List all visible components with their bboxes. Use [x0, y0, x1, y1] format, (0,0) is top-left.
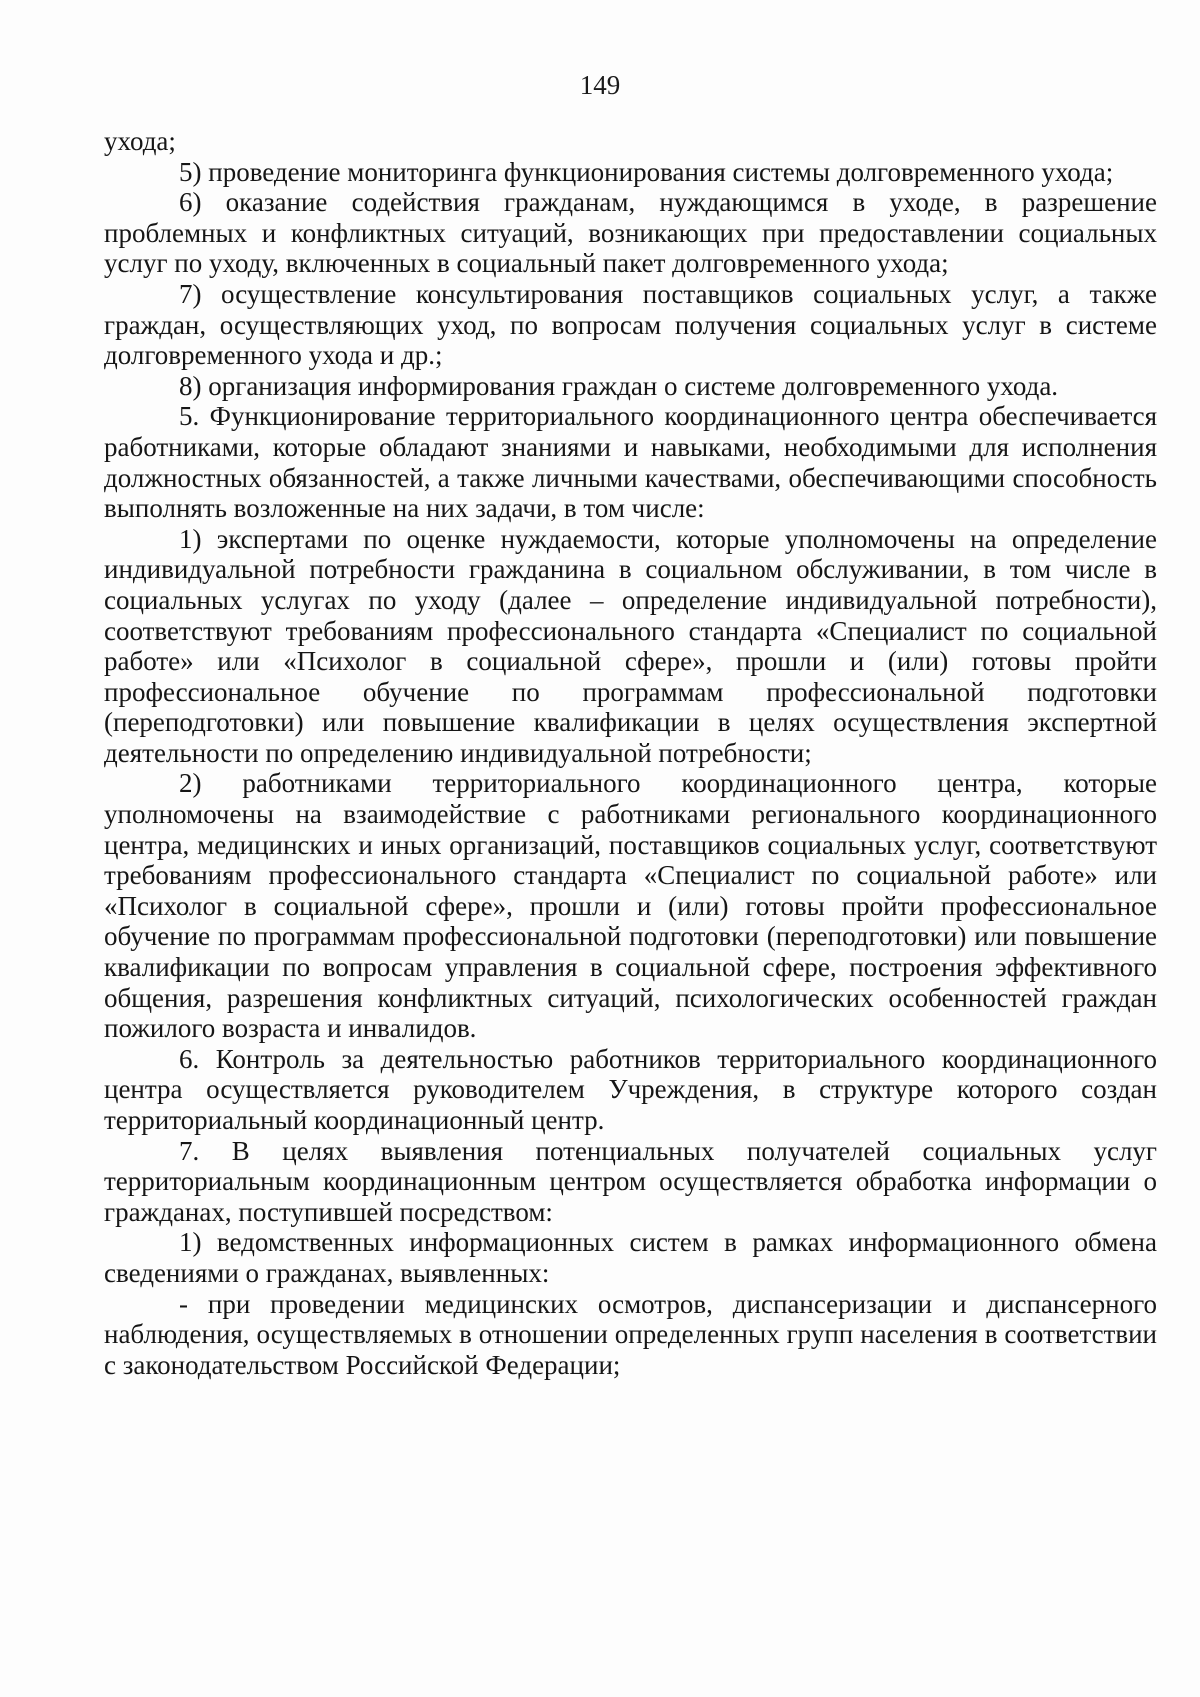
section-7-dash-item-medical: - при проведении медицинских осмотров, диспансеризации и диспансерного наблюдения, осуществляемых в отношении определенных групп населения в соответствии с законодательством Российской Федерации;: [104, 1288, 1157, 1380]
list-item-7-consulting: 7) осуществление консультирования поставщиков социальных услуг, а также граждан, осуществляющих уход, по вопросам получения социальных услуг в системе долговременного ухода и др.;: [104, 278, 1157, 371]
section-7-identification: 7. В целях выявления потенциальных получателей социальных услуг территориальным координационным центром осуществляется обработка информации о гражданах, поступившей посредством:: [104, 1135, 1157, 1227]
list-item-5-monitoring: 5) проведение мониторинга функционирования системы долговременного ухода;: [179, 156, 1114, 187]
section-6-control: 6. Контроль за деятельностью работников территориального координационного центра осуществляется руководителем Учреждения, в структуре которого создан территориальный координационный центр.: [104, 1043, 1157, 1135]
paragraph-continuation: ухода;: [104, 126, 176, 156]
document-body: [104, 126, 1157, 1380]
section-5-staffing: 5. Функционирование территориального координационного центра обеспечивается работниками, которые обладают знаниями и навыками, необходимыми для исполнения должностных обязанностей, а также личными качествами, обеспечивающими способность выполнять возложенные на них задачи, в том числе:: [104, 401, 1157, 524]
section-5-item-2-workers: 2) работниками территориального координационного центра, которые уполномочены на взаимодействие с работниками регионального координационного центра, медицинских и иных организаций, поставщиков социальных услуг, соответствуют требованиям профессионального стандарта «Специалист по социальной работе» или «Психолог в социальной сфере», прошли и (или) готовы пройти профессиональное обучение по программам профессиональной подготовки (переподготовки) или повышение квалификации по вопросам управления в социальной сфере, построения эффективного общения, разрешения конфликтных ситуаций, психологических особенностей граждан пожилого возраста и инвалидов.: [104, 768, 1157, 1044]
section-7-item-1-systems: 1) ведомственных информационных систем в рамках информационного обмена сведениями о гражданах, выявленных:: [104, 1227, 1157, 1288]
list-item-6-assistance: 6) оказание содействия гражданам, нуждающимся в уходе, в разрешение проблемных и конфликтных ситуаций, возникающих при предоставлении социальных услуг по уходу, включенных в социальный пакет долговременного ухода;: [104, 187, 1157, 279]
section-5-item-1-experts: 1) экспертами по оценке нуждаемости, которые уполномочены на определение индивидуальной потребности гражданина в социальном обслуживании, в том числе в социальных услугах по уходу (далее – определение индивидуальной потребности), соответствуют требованиям профессионального стандарта «Специалист по социальной работе» или «Психолог в социальной сфере», прошли и (или) готовы пройти профессиональное обучение по программам профессиональной подготовки (переподготовки) или повышение квалификации в целях осуществления экспертной деятельности по определению индивидуальной потребности;: [104, 523, 1157, 768]
list-item-8-informing: 8) организация информирования граждан о системе долговременного ухода.: [179, 370, 1059, 401]
page-number: 149: [579, 70, 621, 100]
